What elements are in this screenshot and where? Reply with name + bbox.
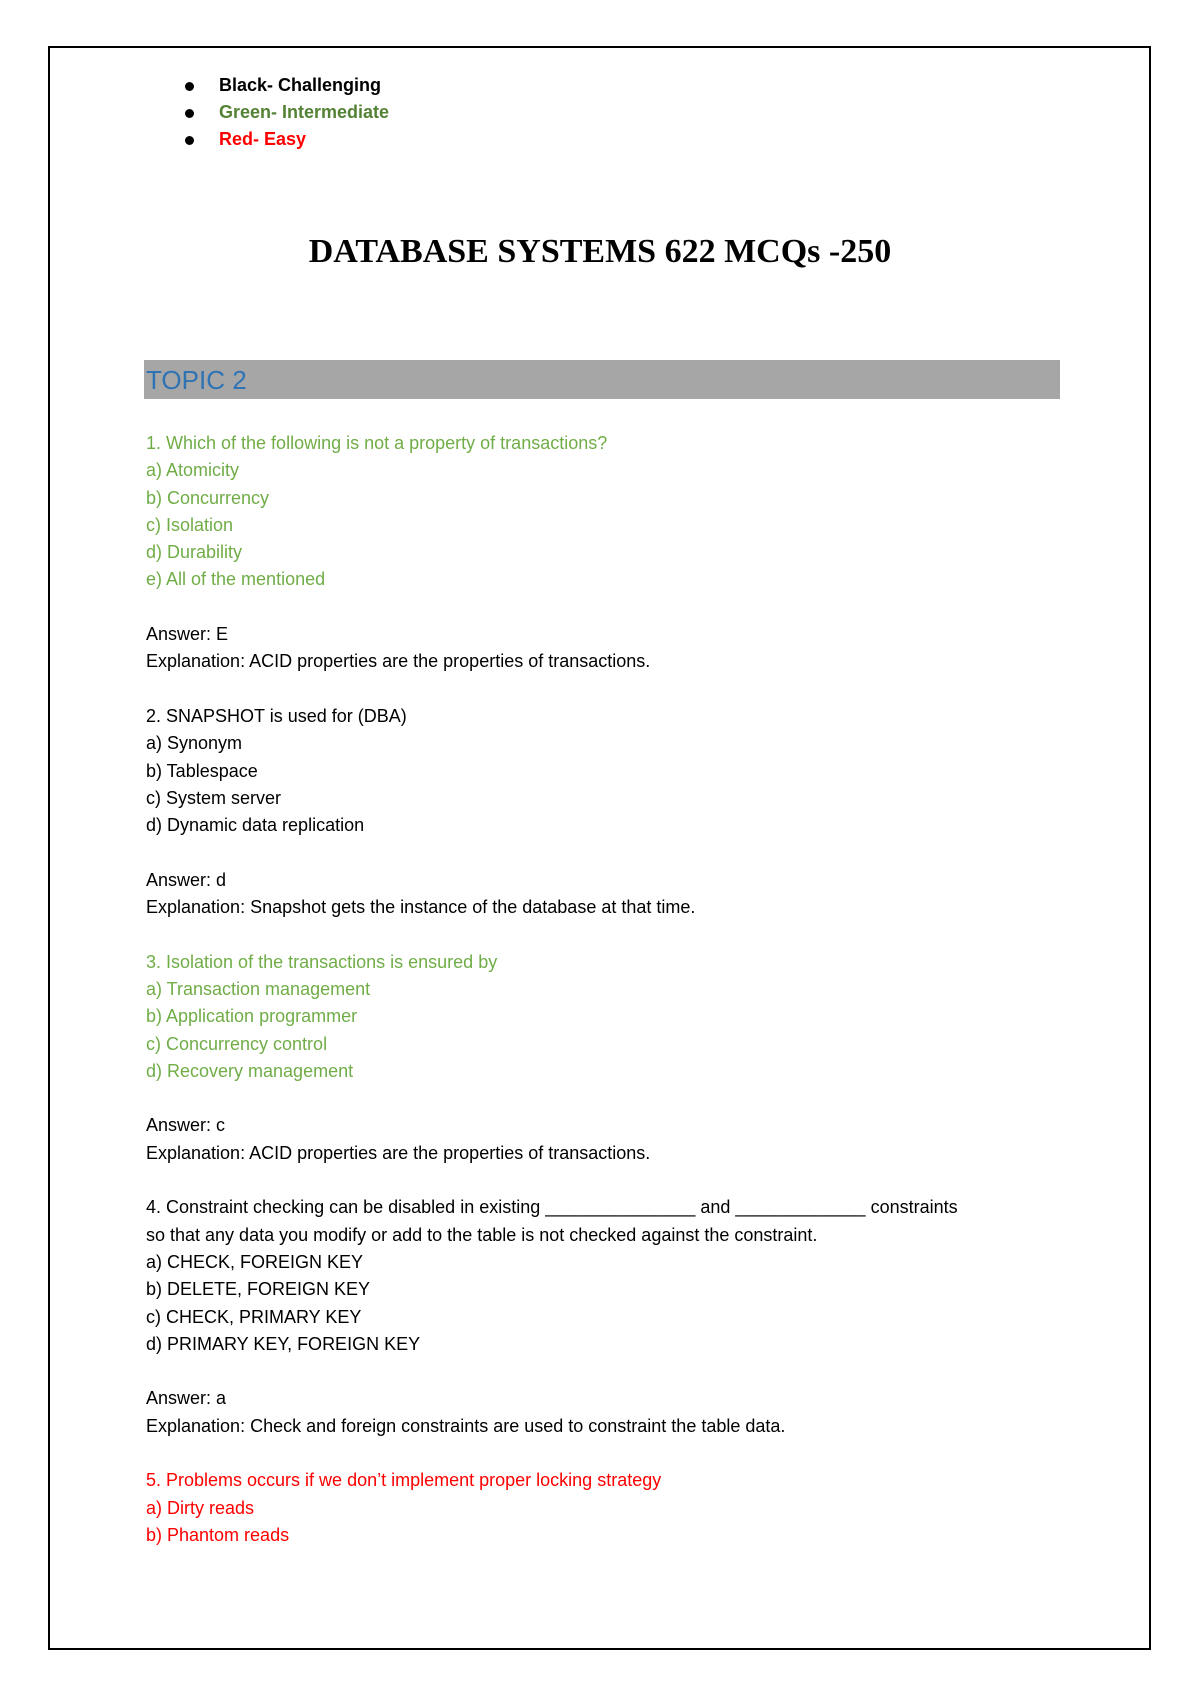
option: c) System server bbox=[146, 787, 282, 808]
topic-header bbox=[144, 360, 1060, 399]
question-text: 4. Constraint checking can be disabled in existing _______________ and _____________ constraints bbox=[146, 1197, 958, 1218]
legend-label: Green- Intermediate bbox=[219, 102, 390, 122]
topic-label: TOPIC 2 bbox=[146, 365, 247, 395]
answer-4: Answer: a bbox=[146, 1388, 227, 1409]
answer-3: Answer: c bbox=[146, 1115, 226, 1136]
legend-item-intermediate bbox=[185, 99, 389, 126]
spacer bbox=[146, 1358, 1066, 1385]
question-4 bbox=[146, 1194, 1066, 1358]
option: c) Isolation bbox=[146, 514, 234, 535]
answer-2: Answer: d bbox=[146, 869, 227, 890]
explanation-2: Explanation: Snapshot gets the instance of the database at that time. bbox=[146, 897, 696, 918]
question-text: 5. Problems occurs if we don’t implement proper locking strategy bbox=[146, 1470, 662, 1491]
option: c) CHECK, PRIMARY KEY bbox=[146, 1306, 362, 1327]
questions-body bbox=[146, 430, 1066, 1549]
legend-item-challenging bbox=[185, 72, 389, 99]
bullet-icon bbox=[185, 109, 194, 118]
document-title: DATABASE SYSTEMS 622 MCQs -250 bbox=[308, 233, 892, 270]
legend-item-easy bbox=[185, 126, 389, 153]
option: b) Tablespace bbox=[146, 760, 258, 781]
option: a) CHECK, FOREIGN KEY bbox=[146, 1251, 364, 1272]
option: b) Concurrency bbox=[146, 487, 270, 508]
option: d) Dynamic data replication bbox=[146, 815, 365, 836]
explanation-3: Explanation: ACID properties are the properties of transactions. bbox=[146, 1142, 651, 1163]
option: a) Synonym bbox=[146, 733, 243, 754]
option: b) Application programmer bbox=[146, 1006, 358, 1027]
question-3 bbox=[146, 949, 1066, 1085]
option: a) Atomicity bbox=[146, 460, 240, 481]
answer-1: Answer: E bbox=[146, 624, 229, 645]
question-text-continued: so that any data you modify or add to the table is not checked against the constraint. bbox=[146, 1224, 818, 1245]
spacer bbox=[146, 676, 1066, 703]
difficulty-legend bbox=[185, 72, 389, 153]
question-text: 1. Which of the following is not a property of transactions? bbox=[146, 433, 608, 453]
option: c) Concurrency control bbox=[146, 1033, 328, 1054]
bullet-icon bbox=[185, 136, 194, 145]
option: b) DELETE, FOREIGN KEY bbox=[146, 1279, 371, 1300]
spacer bbox=[146, 1167, 1066, 1194]
option: a) Dirty reads bbox=[146, 1497, 255, 1518]
spacer bbox=[146, 594, 1066, 621]
option: d) Durability bbox=[146, 542, 243, 563]
option: d) PRIMARY KEY, FOREIGN KEY bbox=[146, 1333, 421, 1354]
question-2 bbox=[146, 703, 1066, 839]
question-text: 3. Isolation of the transactions is ensured by bbox=[146, 951, 498, 972]
option: b) Phantom reads bbox=[146, 1524, 290, 1545]
spacer bbox=[146, 921, 1066, 948]
question-5 bbox=[146, 1467, 1066, 1549]
spacer bbox=[146, 1085, 1066, 1112]
spacer bbox=[146, 1440, 1066, 1467]
question-1 bbox=[146, 430, 1066, 594]
explanation-4: Explanation: Check and foreign constraints are used to constraint the table data. bbox=[146, 1415, 786, 1436]
legend-label: Red- Easy bbox=[219, 129, 307, 149]
option: a) Transaction management bbox=[146, 978, 371, 999]
question-text: 2. SNAPSHOT is used for (DBA) bbox=[146, 705, 407, 726]
spacer bbox=[146, 839, 1066, 866]
legend-label: Black- Challenging bbox=[219, 75, 382, 95]
bullet-icon bbox=[185, 82, 194, 91]
option: e) All of the mentioned bbox=[146, 569, 326, 590]
option: d) Recovery management bbox=[146, 1060, 354, 1081]
explanation-1: Explanation: ACID properties are the properties of transactions. bbox=[146, 651, 651, 672]
